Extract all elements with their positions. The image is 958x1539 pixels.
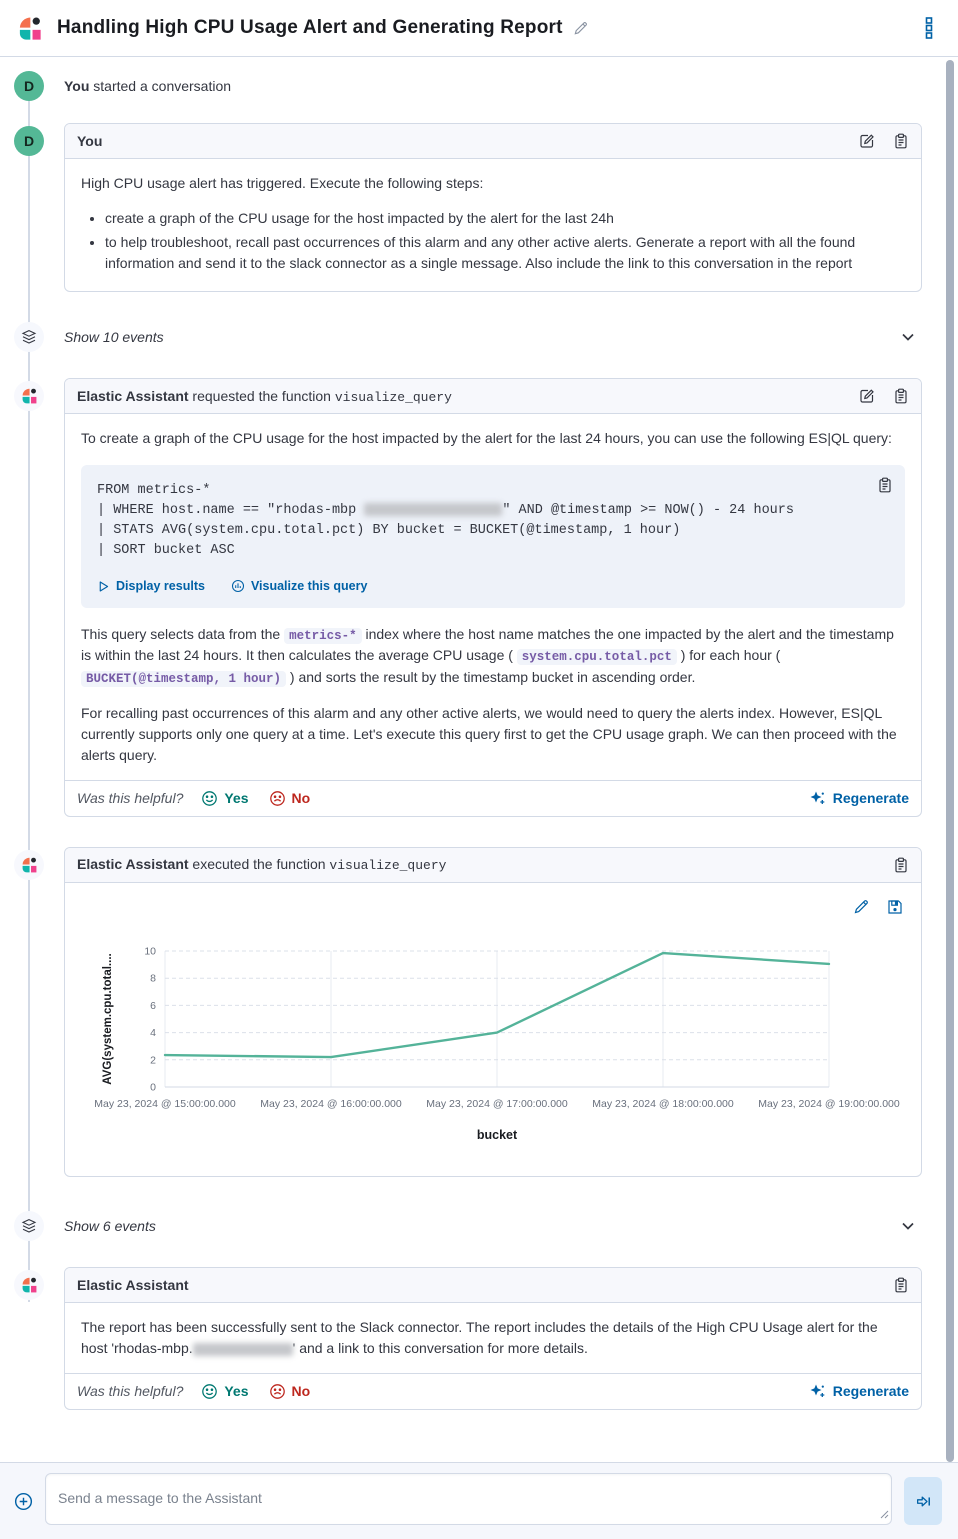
- svg-text:10: 10: [144, 945, 156, 958]
- svg-text:0: 0: [150, 1081, 156, 1094]
- scrollbar[interactable]: [946, 60, 954, 1462]
- assistant-request-header: [65, 379, 921, 414]
- message-paragraph: This query selects data from the metrics-* index where the host name matches the one impacted by the alert and the timestamp is within the last 24 hours. It then calculates the average CPU usage ( system.cpu.total.pct ) for each hour ( BUCKET(@timestamp, 1 hour) ) and sorts the result by the timestamp bucket in ascending order.: [81, 625, 894, 687]
- copy-message-icon[interactable]: [893, 857, 909, 873]
- assistant-final-card: [64, 1267, 922, 1410]
- event-action: requested the function: [192, 387, 331, 404]
- user-message-body: [65, 159, 921, 291]
- bullet-item: • to help troubleshoot, recall past occurrences of this alarm and any other active alerts. Generate a report with all the found information and send it to the slack connector as a single message. Also include the link to this conversation in the report: [105, 232, 905, 274]
- lens-icon: [231, 579, 245, 593]
- user-avatar: D: [14, 126, 44, 156]
- message-paragraph: High CPU usage alert has triggered. Execute the following steps:: [81, 175, 484, 191]
- chevron-down-icon[interactable]: [900, 1218, 916, 1234]
- smile-icon: [201, 790, 218, 807]
- svg-text:AVG(system.cpu.total....: AVG(system.cpu.total....: [102, 953, 114, 1085]
- inline-code: BUCKET(@timestamp, 1 hour): [81, 671, 286, 687]
- author-name: Elastic Assistant: [77, 387, 189, 404]
- assistant-final-header: [65, 1268, 921, 1303]
- inline-code: metrics-*: [284, 628, 362, 644]
- function-name: visualize_query: [329, 858, 447, 874]
- frown-icon: [269, 790, 286, 807]
- inline-code: system.cpu.total.pct: [517, 649, 677, 665]
- layers-icon: [14, 322, 44, 352]
- elastic-logo-icon: [20, 387, 38, 405]
- elastic-logo-icon: [20, 856, 38, 874]
- feedback-yes-button[interactable]: Yes: [201, 790, 248, 807]
- elastic-logo-icon: [20, 1276, 38, 1294]
- feedback-bar: [65, 780, 921, 816]
- svg-text:bucket: bucket: [476, 1127, 518, 1142]
- esql-code-block: [81, 465, 905, 608]
- author-name: Elastic Assistant: [77, 1276, 189, 1293]
- function-name: visualize_query: [334, 389, 452, 405]
- svg-text:2: 2: [150, 1054, 156, 1067]
- svg-text:May 23, 2024 @ 17:00:00.000: May 23, 2024 @ 17:00:00.000: [426, 1097, 568, 1110]
- sparkle-icon: [810, 1383, 826, 1399]
- feedback-no-button[interactable]: No: [269, 1383, 311, 1400]
- add-attachment-button[interactable]: [14, 1492, 33, 1511]
- bullet-item: • create a graph of the CPU usage for the host impacted by the alert for the last 24h: [105, 208, 905, 229]
- feedback-yes-button[interactable]: Yes: [201, 1383, 248, 1400]
- svg-text:May 23, 2024 @ 19:00:00.000: May 23, 2024 @ 19:00:00.000: [758, 1097, 900, 1110]
- event-action: executed the function: [192, 856, 326, 873]
- page-title: Handling High CPU Usage Alert and Generating Report: [57, 17, 563, 38]
- feedback-bar: [65, 1373, 921, 1409]
- message-paragraph: The report has been successfully sent to the Slack connector. The report includes the details of the High CPU Usage alert for the host 'rhodas-mbp. ' and a link to this conversation for more details.: [81, 1318, 878, 1356]
- assistant-chart-header: [65, 848, 921, 883]
- timeline-line: [28, 87, 30, 1302]
- conversation-thread: [0, 57, 958, 1462]
- regenerate-button[interactable]: Regenerate: [810, 1383, 909, 1399]
- esql-query: [97, 481, 889, 561]
- helpful-question: Was this helpful?: [77, 790, 184, 807]
- send-icon: [915, 1493, 932, 1510]
- conversation-menu-button[interactable]: [918, 13, 940, 43]
- elastic-logo-icon: [16, 15, 43, 42]
- svg-text:May 23, 2024 @ 15:00:00.000: May 23, 2024 @ 15:00:00.000: [94, 1097, 236, 1110]
- copy-code-icon[interactable]: [877, 477, 893, 499]
- show-events-label: Show 10 events: [64, 329, 164, 345]
- started-text: You started a conversation: [64, 78, 232, 94]
- assistant-final-row: [64, 1267, 922, 1410]
- assistant-chart-row: [64, 847, 922, 1177]
- svg-text:4: 4: [150, 1026, 156, 1039]
- code-line: | WHERE host.name == "rhodas-mbp " AND @timestamp >= NOW() - 24 hours: [97, 502, 794, 518]
- helpful-question: Was this helpful?: [77, 1383, 184, 1400]
- sparkle-icon: [810, 790, 826, 806]
- user-message-header: [65, 124, 921, 159]
- conversation-started-row: [23, 71, 922, 101]
- edit-message-icon[interactable]: [859, 133, 875, 149]
- assistant-avatar: [14, 381, 44, 411]
- copy-message-icon[interactable]: [893, 388, 909, 404]
- save-visualization-icon[interactable]: [887, 899, 903, 915]
- show-events-row-1[interactable]: [64, 322, 922, 352]
- send-message-button[interactable]: [904, 1477, 942, 1525]
- chart-container: [65, 883, 921, 1176]
- regenerate-button[interactable]: Regenerate: [810, 790, 909, 806]
- assistant-request-row: [64, 378, 922, 817]
- svg-text:6: 6: [150, 999, 156, 1012]
- edit-visualization-icon[interactable]: [853, 899, 869, 915]
- edit-title-icon[interactable]: [573, 21, 588, 36]
- cpu-usage-chart: [81, 937, 905, 1158]
- plus-circle-icon: [14, 1492, 33, 1511]
- author-name: Elastic Assistant: [77, 856, 189, 873]
- message-paragraph: For recalling past occurrences of this alarm and any other active alerts, we would need to query the alerts index. However, ES|QL currently supports only one query at a time. Let's execute this query first to get the CPU usage graph. We can then proceed with the alerts query.: [81, 704, 897, 763]
- assistant-request-card: [64, 378, 922, 817]
- code-line: | SORT bucket ASC: [97, 542, 235, 558]
- message-input[interactable]: [45, 1473, 892, 1525]
- svg-text:May 23, 2024 @ 16:00:00.000: May 23, 2024 @ 16:00:00.000: [260, 1097, 402, 1110]
- copy-message-icon[interactable]: [893, 133, 909, 149]
- layers-icon: [14, 1211, 44, 1241]
- assistant-final-body: [65, 1303, 921, 1373]
- show-events-label: Show 6 events: [64, 1217, 156, 1234]
- svg-text:8: 8: [150, 972, 156, 985]
- copy-message-icon[interactable]: [893, 1277, 909, 1293]
- author-name: You: [77, 133, 103, 149]
- play-icon: [97, 580, 110, 593]
- assistant-chart-card: [64, 847, 922, 1177]
- redacted-text: [364, 503, 502, 516]
- message-bullet-list: [105, 208, 905, 274]
- code-line: FROM metrics-*: [97, 483, 211, 498]
- assistant-avatar: [14, 850, 44, 880]
- user-message-card: [64, 123, 922, 292]
- show-events-row-2[interactable]: [64, 1211, 922, 1241]
- display-results-button[interactable]: Display results: [97, 577, 205, 596]
- message-paragraph: To create a graph of the CPU usage for the host impacted by the alert for the last 24 hours, you can use the following ES|QL query:: [81, 430, 892, 446]
- conversation-header: [0, 0, 958, 57]
- frown-icon: [269, 1383, 286, 1400]
- user-avatar: D: [14, 71, 44, 101]
- code-line: | STATS AVG(system.cpu.total.pct) BY bucket = BUCKET(@timestamp, 1 hour): [97, 522, 681, 538]
- assistant-request-body: [65, 414, 921, 780]
- edit-message-icon[interactable]: [859, 388, 875, 404]
- message-composer: [0, 1462, 958, 1539]
- assistant-avatar: [14, 1270, 44, 1300]
- visualize-query-button[interactable]: Visualize this query: [231, 577, 367, 596]
- feedback-no-button[interactable]: No: [269, 790, 311, 807]
- smile-icon: [201, 1383, 218, 1400]
- chevron-down-icon[interactable]: [900, 329, 916, 345]
- svg-text:May 23, 2024 @ 18:00:00.000: May 23, 2024 @ 18:00:00.000: [592, 1097, 734, 1110]
- user-message-row: [23, 123, 922, 292]
- redacted-text: [193, 1343, 293, 1356]
